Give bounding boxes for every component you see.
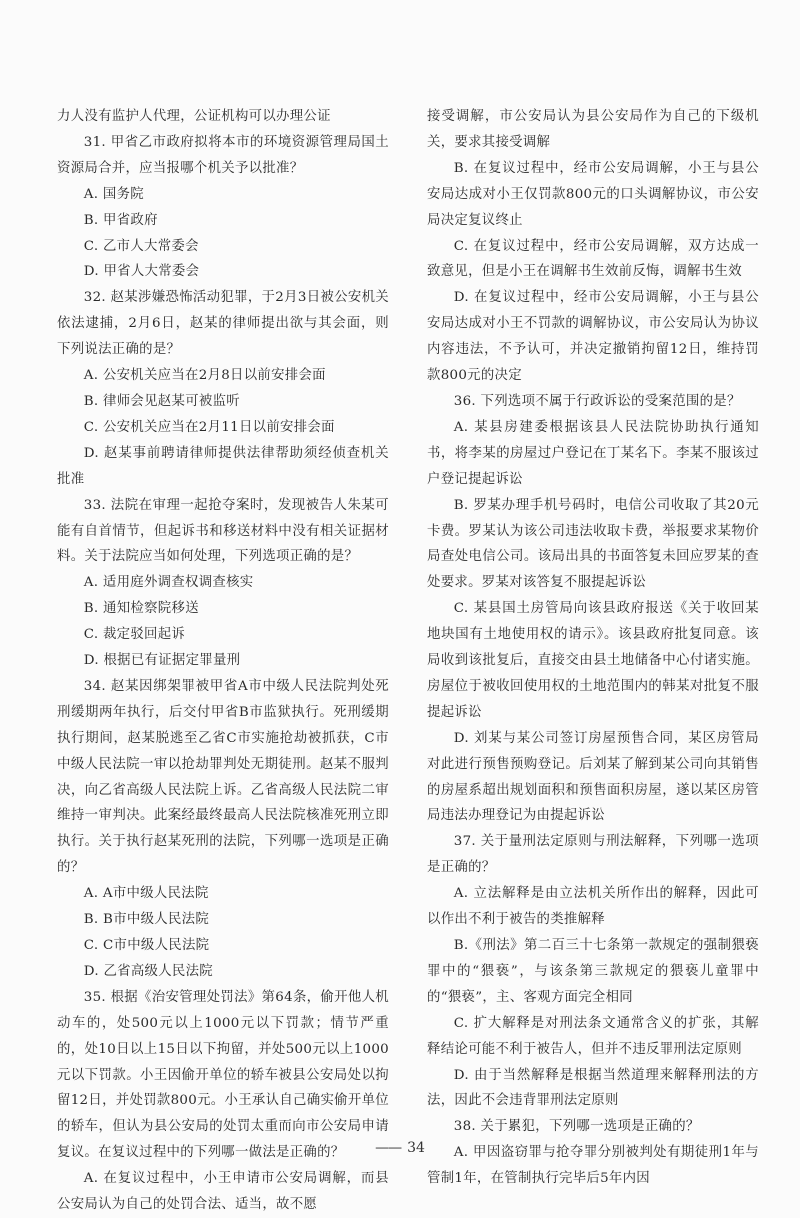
- answer-option: C. 某县国土房管局向该县政府报送《关于收回某地块国有土地使用权的请示》。该县政府批复同意。该局收到该批复后，直接交由县土地储备中心付诸实施。房屋位于被收回使用权的土地范围内的韩某对批复不服提起诉讼: [427, 601, 759, 720]
- right-text-column: [427, 104, 759, 1192]
- answer-option: D. 在复议过程中，经市公安局调解，小王与县公安局达成对小王不罚款的调解协议，市公安局认为协议内容违法，不予认可，并决定撤销拘留12日，维持罚款800元的决定: [427, 290, 759, 384]
- answer-option: B. 律师会见赵某可被监听: [83, 393, 240, 409]
- question-stem: 31. 甲省乙市政府拟将本市的环境资源管理局国土资源局合并，应当报哪个机关予以批准？: [57, 134, 389, 176]
- continued-text: 接受调解，市公安局认为县公安局作为自己的下级机关，要求其接受调解: [427, 109, 759, 150]
- answer-option: C. 扩大解释是对刑法条文通常含义的扩张，其解释结论可能不利于被告人，但并不违反罪刑法定原则: [427, 1015, 759, 1057]
- answer-option: D. 由于当然解释是根据当然道理来解释刑法的方法，因此不会违背罪刑法定原则: [427, 1067, 759, 1109]
- answer-option: D. 甲省人大常委会: [83, 264, 200, 280]
- left-text-column: [57, 104, 389, 1218]
- answer-option: D. 根据已有证据定罪量刑: [83, 653, 241, 669]
- question-stem: 32. 赵某涉嫌恐怖活动犯罪，于2月3日被公安机关依法逮捕，2月6日，赵某的律师提出欲与其会面，则下列说法正确的是？: [57, 290, 389, 358]
- answer-option: A. A市中级人民法院: [83, 886, 209, 902]
- answer-option: D. 刘某与某公司签订房屋预售合同，某区房管局对此进行预售预购登记。后刘某了解到某公司向其销售的房屋系超出规划面积和预售面积房屋，遂以某区房管局违法办理登记为由提起诉讼: [427, 730, 759, 824]
- answer-option: A. 甲因盗窃罪与抢夺罪分别被判处有期徒刑1年与管制1年，在管制执行完毕后5年内因: [427, 1145, 759, 1187]
- answer-option: D. 乙省高级人民法院: [83, 963, 213, 979]
- answer-option: C. 在复议过程中，经市公安局调解，双方达成一致意见，但是小王在调解书生效前反悔，调解书生效: [427, 238, 759, 280]
- answer-option: B. 甲省政府: [83, 212, 158, 228]
- answer-option: B. 罗某办理手机号码时，电信公司收取了其20元卡费。罗某认为该公司违法收取卡费，举报要求某物价局查处电信公司。该局出具的书面答复未回应罗某的查处要求。罗某对该答复不服提起诉讼: [427, 497, 759, 591]
- question-stem: 37. 关于量刑法定原则与刑法解释，下列哪一选项是正确的？: [427, 834, 759, 876]
- question-stem: 33. 法院在审理一起抢夺案时，发现被告人朱某可能有自首情节，但起诉书和移送材料中没有相关证据材料。关于法院应当如何处理，下列选项正确的是？: [57, 497, 389, 565]
- answer-option: C. C市中级人民法院: [83, 938, 210, 953]
- answer-option: D. 赵某事前聘请律师提供法律帮助须经侦查机关批准: [57, 445, 389, 487]
- continued-text: 力人没有监护人代理，公证机构可以办理公证: [57, 109, 331, 124]
- answer-option: B. 通知检察院移送: [83, 601, 199, 617]
- answer-option: B. 在复议过程中，经市公安局调解，小王与县公安局达成对小王仅罚款800元的口头调解协议，市公安局决定复议终止: [427, 160, 759, 228]
- answer-option: A. 某县房建委根据该县人民法院协助执行通知书，将李某的房屋过户登记在丁某名下。李某不服该过户登记提起诉讼: [427, 419, 759, 487]
- answer-option: B. B市中级人民法院: [83, 912, 210, 928]
- question-stem: 36. 下列选项不属于行政诉讼的受案范围的是？: [453, 393, 741, 409]
- answer-option: A. 在复议过程中，小王申请市公安局调解，而县公安局认为自己的处罚合法、适当，故不愿: [57, 1171, 389, 1213]
- page-number: 34: [407, 1140, 425, 1156]
- answer-option: A. 适用庭外调查权调查核实: [83, 575, 254, 591]
- answer-option: C. 乙市人大常委会: [83, 238, 199, 254]
- answer-option: B.《刑法》第二百三十七条第一款规定的强制猥亵罪中的“猥亵”，与该条第三款规定的猥亵儿童罪中的“猥亵”，主、客观方面完全相同: [427, 938, 759, 1005]
- footer-dash: ——: [375, 1140, 402, 1156]
- question-stem: 34. 赵某因绑架罪被甲省A市中级人民法院判处死刑缓期两年执行，后交付甲省B市监狱执行。死刑缓期执行期间，赵某脱逃至乙省C市实施抢劫被抓获，C市中级人民法院一审以抢劫罪判处无期徒刑。赵某不服判决，向乙省高级人民法院上诉。乙省高级人民法院二审维持一审判决。此案经最终最高人民法院核准死刑立即执行。关于执行赵某死刑的法院，下列哪一选项是正确的？: [57, 678, 389, 876]
- answer-option: A. 立法解释是由立法机关所作出的解释，因此可以作出不利于被告的类推解释: [427, 886, 759, 928]
- answer-option: A. 公安机关应当在2月8日以前安排会面: [83, 368, 326, 384]
- answer-option: C. 裁定驳回起诉: [83, 627, 186, 643]
- page-footer: [0, 1140, 800, 1156]
- answer-option: C. 公安机关应当在2月11日以前安排会面: [83, 419, 335, 435]
- question-stem: 38. 关于累犯，下列哪一选项是正确的？: [453, 1119, 700, 1135]
- question-stem: 35. 根据《治安管理处罚法》第64条，偷开他人机动车的，处500元以上1000元以下罚款；情节严重的，处10日以上15日以下拘留，并处500元以上1000元以下罚款。小王因偷开单位的轿车被县公安局处以拘留12日，并处罚款800元。小王承认自己确实偷开单位的轿车，但认为县公安局的处罚太重而向市公安局申请复议。在复议过程中的下列哪一做法是正确的？: [57, 989, 389, 1161]
- answer-option: A. 国务院: [83, 186, 144, 202]
